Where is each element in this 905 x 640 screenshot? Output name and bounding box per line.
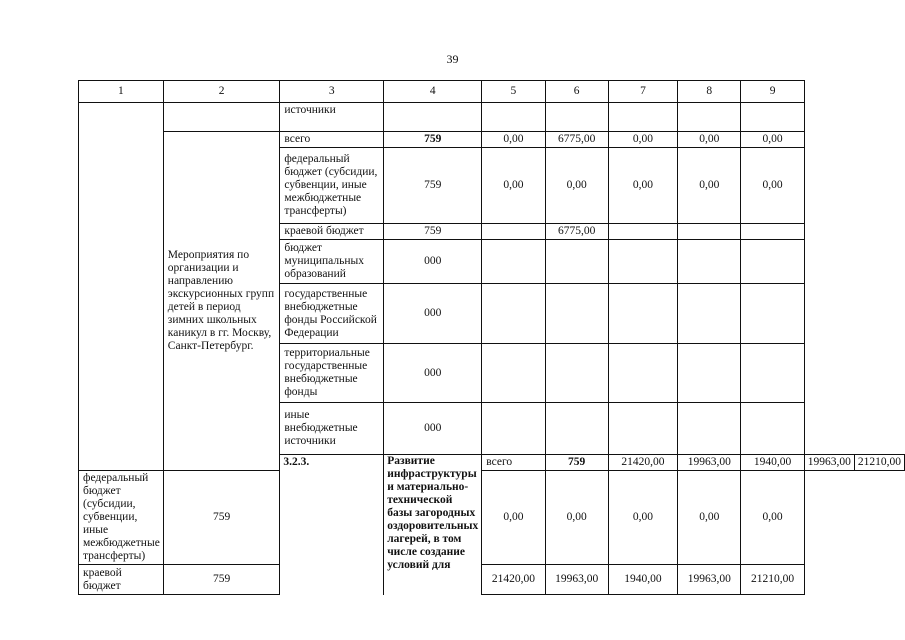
header-col-3: 3 [280,81,384,103]
value-cell: 21420,00 [482,565,545,595]
value-cell [741,224,804,240]
code-cell: 759 [384,132,482,148]
value-cell: 19963,00 [678,455,741,471]
code-cell: 000 [384,284,482,344]
value-cell [482,403,545,455]
source-cell: бюджет муниципальных образований [280,240,384,284]
code-cell: 000 [384,344,482,403]
source-cell: краевой бюджет [280,224,384,240]
source-cell: краевой бюджет [79,565,164,595]
table-row [79,103,905,132]
value-cell [741,284,804,344]
value-cell: 21420,00 [608,455,677,471]
table-row [79,471,905,565]
source-cell: федеральный бюджет (субсидии, субвенции, иные межбюджетные трансферты) [79,471,164,565]
value-cell: 0,00 [608,148,677,224]
value-cell: 0,00 [741,132,804,148]
value-cell [678,284,741,344]
value-cell: 0,00 [482,148,545,224]
value-cell [608,284,677,344]
header-col-1: 1 [79,81,164,103]
value-cell: 1940,00 [608,565,677,595]
code-cell: 759 [384,224,482,240]
page-number: 39 [446,52,459,66]
header-col-2: 2 [163,81,280,103]
header-col-7: 7 [608,81,677,103]
value-cell [608,344,677,403]
value-cell [678,224,741,240]
value-cell [482,224,545,240]
value-cell: 0,00 [482,132,545,148]
name-cell-empty [163,103,280,132]
value-cell [741,344,804,403]
value-cell [545,240,608,284]
value-cell: 6775,00 [545,224,608,240]
value-cell: 0,00 [482,471,545,565]
header-col-5: 5 [482,81,545,103]
budget-table [78,80,905,595]
value-cell: 6775,00 [545,132,608,148]
value-cell: 0,00 [741,471,804,565]
value-cell: 21210,00 [854,455,904,471]
value-cell [608,403,677,455]
value-cell [545,344,608,403]
section-name: Развитие инфраструктуры и материально-технической базы загородных оздоровительных лагерей, в том числе создание условий для [384,455,482,595]
value-cell [741,103,804,132]
source-cell: федеральный бюджет (субсидии, субвенции, иные межбюджетные трансферты) [280,148,384,224]
number-cell-empty [79,103,164,471]
value-cell: 0,00 [741,148,804,224]
value-cell [545,284,608,344]
value-cell [741,403,804,455]
header-row [79,81,905,103]
code-cell: 759 [545,455,608,471]
value-cell [482,344,545,403]
header-col-8: 8 [678,81,741,103]
value-cell [741,240,804,284]
value-cell: 1940,00 [741,455,804,471]
code-cell: 759 [163,565,280,595]
value-cell: 0,00 [678,132,741,148]
value-cell [608,240,677,284]
source-cell: иные внебюджетные источники [280,403,384,455]
header-col-6: 6 [545,81,608,103]
code-cell [384,103,482,132]
value-cell [678,344,741,403]
value-cell [608,103,677,132]
source-cell: всего [280,132,384,148]
header-col-9: 9 [741,81,804,103]
value-cell: 0,00 [545,148,608,224]
value-cell: 19963,00 [678,565,741,595]
value-cell: 0,00 [608,471,677,565]
source-cell: территориальные государственные внебюджетные фонды [280,344,384,403]
source-cell: государственные внебюджетные фонды Российской Федерации [280,284,384,344]
value-cell [678,103,741,132]
value-cell: 19963,00 [804,455,854,471]
code-cell: 759 [384,148,482,224]
value-cell [545,103,608,132]
source-cell: всего [482,455,545,471]
value-cell: 0,00 [545,471,608,565]
value-cell: 0,00 [678,148,741,224]
header-col-4: 4 [384,81,482,103]
value-cell [678,403,741,455]
section-number: 3.2.3. [280,455,384,595]
value-cell [482,240,545,284]
value-cell: 19963,00 [545,565,608,595]
value-cell: 0,00 [608,132,677,148]
source-cell: источники [280,103,384,132]
code-cell: 000 [384,403,482,455]
value-cell [482,103,545,132]
value-cell [482,284,545,344]
value-cell: 21210,00 [741,565,804,595]
value-cell [678,240,741,284]
event-name: Мероприятия по организации и направлению экскурсионных групп детей в период зимних школьных каникул в гг. Москву, Санкт-Петербург. [163,132,280,471]
value-cell: 0,00 [678,471,741,565]
table-row [79,132,905,148]
code-cell: 000 [384,240,482,284]
table-row [79,565,905,595]
value-cell [608,224,677,240]
value-cell [545,403,608,455]
code-cell: 759 [163,471,280,565]
